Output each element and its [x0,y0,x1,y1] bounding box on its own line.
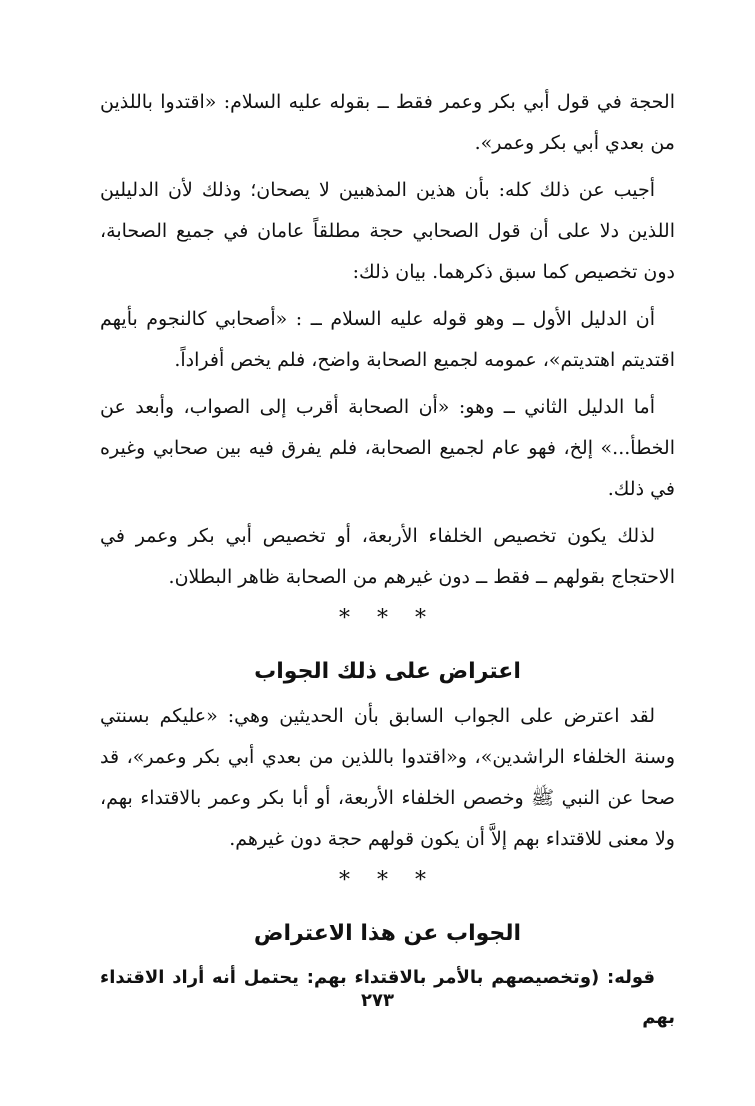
objection-paragraph: لقد اعترض على الجواب السابق بأن الحديثين وهي: «عليكم بسنتي وسنة الخلفاء الراشدين»، و«اقتدوا باللذين من بعدي أبي بكر وعمر»، قد صحا عن النبي ﷺ وخصص الخلفاء الأربعة، أو أبا بكر وعمر بالاقتداء بهم، ولا معنى للاقتداء بهم إلاَّ أن يكون قولهم حجة دون غيرهم. [100,705,675,850]
paragraph-2: أجيب عن ذلك كله: بأن هذين المذهبين لا يصحان؛ وذلك لأن الدليلين اللذين دلا على أن قول الصحابي حجة مطلقاً عامان في جميع الصحابة، دون تخصيص كما سبق ذكرهما. بيان ذلك: [100,179,675,283]
section-heading-answer: الجواب عن هذا الاعتراض [253,921,522,946]
section-separator: * * * [339,606,436,631]
section-heading-objection: اعتراض على ذلك الجواب [254,659,521,684]
paragraph-1: الحجة في قول أبي بكر وعمر فقط ــ بقوله عليه السلام: «اقتدوا باللذين من بعدي أبي بكر وعمر». [100,91,675,154]
page-body [100,82,675,1038]
paragraph-3: أن الدليل الأول ــ وهو قوله عليه السلام ــ : «أصحابي كالنجوم بأيهم اقتديتم اهتديتم»، عمومه لجميع الصحابة واضح، فلم يخص أفراداً. [100,308,675,371]
section-separator: * * * [339,868,436,893]
answer-first-line: قوله: (وتخصيصهم بالأمر بالاقتداء بهم: يحتمل أنه أراد الاقتداء بهم [100,967,675,1028]
paragraph-5: لذلك يكون تخصيص الخلفاء الأربعة، أو تخصيص أبي بكر وعمر في الاحتجاج بقولهم ــ فقط ــ دون غيرهم من الصحابة ظاهر البطلان. [100,525,675,588]
page-number: ٢٧٣ [361,990,394,1011]
paragraph-4: أما الدليل الثاني ــ وهو: «أن الصحابة أقرب إلى الصواب، وأبعد عن الخطأ...» إلخ، فهو عام لجميع الصحابة، فلم يفرق فيه بين صحابي وغيره في ذلك. [100,396,675,500]
